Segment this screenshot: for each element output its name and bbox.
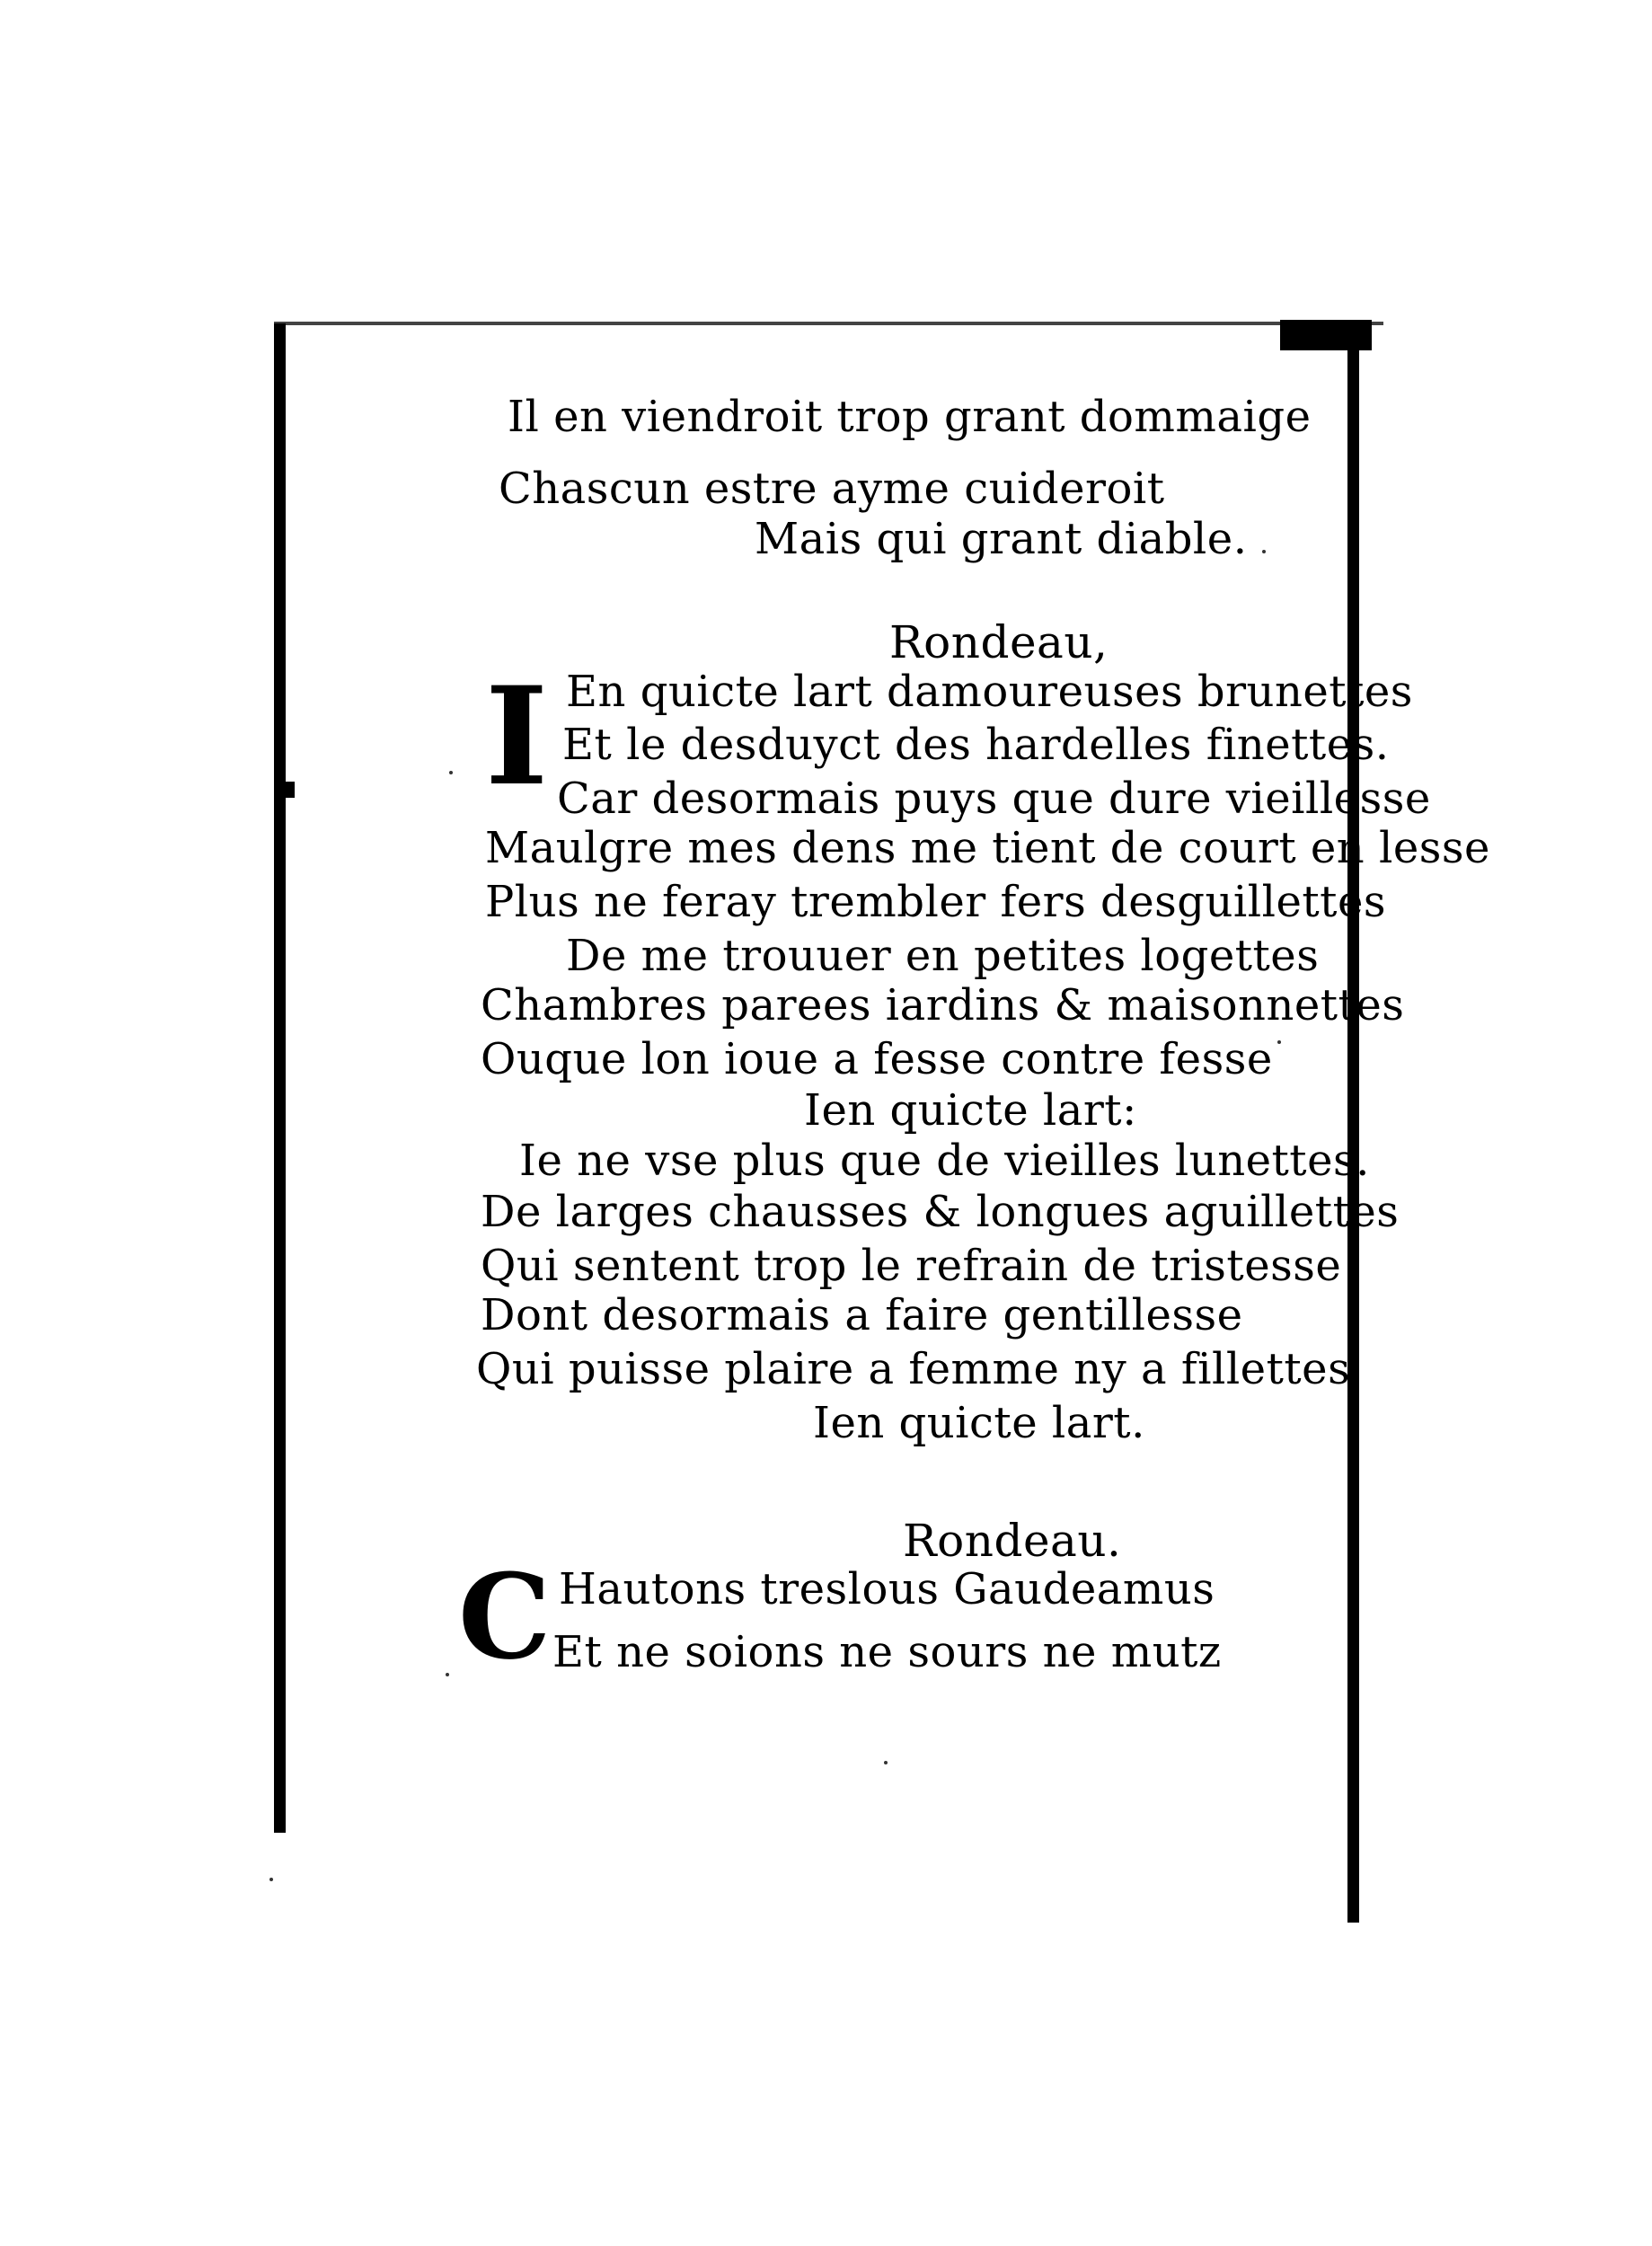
verse-line: En quicte lart damoureuses brunettes: [566, 667, 1413, 717]
verse-line: Chascun estre ayme cuideroit: [499, 464, 1165, 514]
verse-line: Car desormais puys que dure vieillesse: [557, 774, 1431, 824]
speck: [1262, 550, 1266, 553]
verse-line: Ien quicte lart.: [813, 1398, 1145, 1448]
speck: [884, 1761, 888, 1764]
speck: [269, 1878, 273, 1881]
verse-line: Ouque lon ioue a fesse contre fesse: [481, 1034, 1273, 1084]
verse-line: Plus ne feray trembler fers desguillettes: [485, 877, 1386, 927]
verse-line: De me trouuer en petites logettes: [566, 931, 1320, 981]
verse-line: Et le desduyct des hardelles finettes.: [562, 720, 1390, 770]
verse-line: Mais qui grant diable.: [755, 514, 1248, 564]
verse-line: Maulgre mes dens me tient de court en lesse: [485, 823, 1490, 873]
verse-line: Ien quicte lart:: [804, 1085, 1137, 1136]
verse-line: Qui puisse plaire a femme ny a fillettes: [476, 1344, 1351, 1394]
page-edge-top: [274, 322, 1383, 325]
verse-line: De larges chausses & longues aguillettes: [481, 1187, 1400, 1237]
page-edge-right: [1347, 341, 1359, 1923]
drop-cap: I: [485, 658, 549, 816]
speck: [449, 771, 453, 774]
verse-line: Et ne soions ne sours ne mutz: [552, 1627, 1222, 1677]
drop-cap: C: [458, 1548, 552, 1685]
verse-line: Qui sentent trop le refrain de tristesse: [481, 1241, 1342, 1291]
verse-line: Hautons treslous Gaudeamus: [559, 1564, 1215, 1614]
verse-line: Il en viendroit trop grant dommaige: [508, 392, 1312, 442]
page-edge-left: [274, 323, 286, 1833]
page-edge-notch: [286, 782, 295, 798]
speck: [446, 1673, 449, 1676]
verse-line: Chambres parees iardins & maisonnettes: [481, 980, 1405, 1030]
rondeau-heading: Rondeau,: [889, 616, 1109, 668]
rondeau-heading: Rondeau.: [903, 1515, 1122, 1567]
verse-line: Ie ne vse plus que de vieilles lunettes.: [519, 1136, 1370, 1186]
speck: [1277, 1040, 1281, 1044]
verse-line: Dont desormais a faire gentillesse: [481, 1290, 1243, 1340]
